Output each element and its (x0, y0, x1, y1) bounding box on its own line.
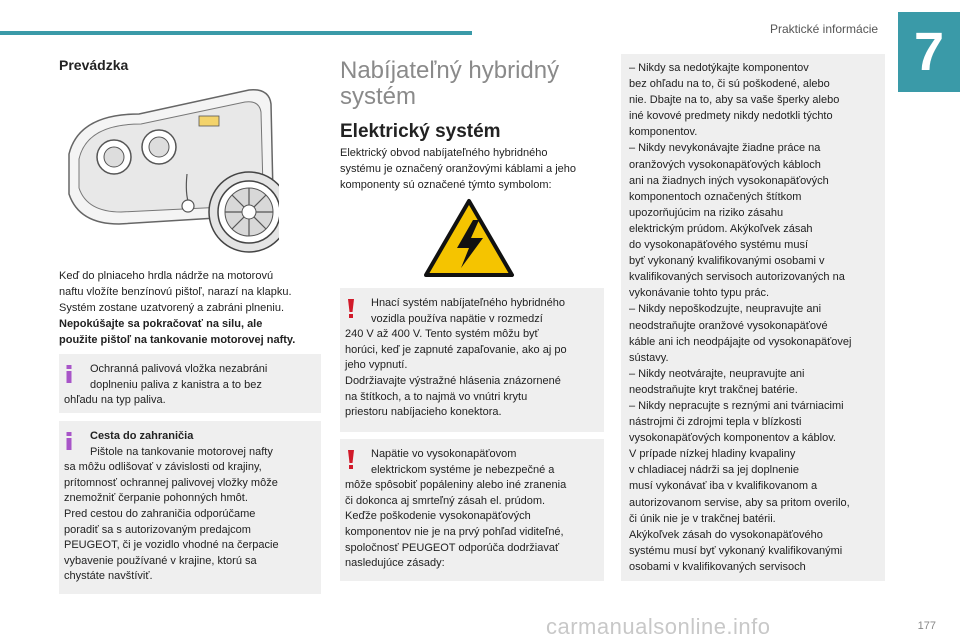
hybrid-heading: Nabíjateľný hybridný systém (340, 57, 560, 110)
electric-system-heading: Elektrický systém (340, 121, 501, 142)
info-note-fuel-insert: Ochranná palivová vložka nezabráni doplneniu paliva z kanistra a to bez ohľadu na typ paliva. (59, 354, 321, 413)
watermark: carmanualsonline.info (546, 614, 771, 639)
fuel-filler-flap-icon (59, 84, 279, 254)
header-accent-bar (0, 31, 472, 35)
info-note-travel-abroad: Cesta do zahraničia Pištole na tankovanie motorovej nafty sa môžu odlišovať v závislosti od krajiny, prítomnosť ochrannej palivovej vložky môže znemožniť čerpanie pohonných hmôt. Pred cestou do zahraničia odporúčame poradiť sa s autorizovaným predajcom PEUGEOT, či je vozidlo vhodné na čerpacie vybavenie používané v krajine, ktorú sa chystáte navštíviť. (59, 421, 321, 594)
warning-note-danger: Napätie vo vysokonapäťovom elektrickom systéme je nebezpečné a môže spôsobiť popáleniny alebo iné zranenia či dokonca aj smrteľný zásah el. prúdom. Keďže poškodenie vysokonapäťových komponentov nie je na prvý pohľad viditeľné, spoločnosť PEUGEOT odporúča dodržiavať nasledujúce zásady: (340, 439, 604, 581)
info-icon (66, 432, 72, 450)
warning-note-continued: – Nikdy sa nedotýkajte komponentov bez ohľadu na to, či sú poškodené, alebo nie. Dbajte na to, aby sa vaše šperky alebo iné kovové predmety nikdy nedotkli týchto komponentov. – Nikdy nevykonávajte žiadne práce na oranžových vysokonapäťových kábloch ani na žiadnych iných vysokonapäťových komponentoch označených štítkom upozorňujúcim na riziko zásahu elektrickým prúdom. Akýkoľvek zásah do vysokonapäťového systému musí byť vykonaný kvalifikovanými osobami v kvalifikovaných servisoch autorizovaných na vykonávanie tohto typu prác. – Nikdy nepoškodzujte, neupravujte ani neodstraňujte oranžové vysokonapäťové káble ani ich neodpájajte od vysokonapäťovej sústavy. – Nikdy neotvárajte, neupravujte ani neodstraňujte kryt trakčnej batérie. – Nikdy nepracujte s reznými ani tvárniacimi nástrojmi či zdrojmi tepla v blízkosti vysokonapäťových komponentov a káblov. V prípade nízkej hladiny kvapaliny v chladiacej nádrži sa jej doplnenie musí vykonávať iba v kvalifikovanom a autorizovanom servise, aby sa pritom overilo, či únik nie je v trakčnej batérii. Akýkoľvek zásah do vysokonapäťového systému musí byť vykonaný kvalifikovanými osobami v kvalifikovaných servisoch (621, 54, 885, 581)
warning-icon (347, 450, 355, 470)
chapter-number: 7 (898, 12, 960, 92)
section-title: Praktické informácie (770, 22, 879, 36)
page-number: 177 (917, 620, 936, 632)
electric-system-intro: Elektrický obvod nabíjateľného hybridného systému je označený oranžovými káblami a jeho komponenty sú označené týmto symbolom: (340, 147, 577, 191)
operation-title: Prevádzka (59, 57, 129, 73)
warning-note-voltage: Hnací systém nabíjateľného hybridného vozidla používa napätie v rozmedzí 240 V až 400 V. Tento systém môžu byť horúci, keď je zapnuté zapaľovanie, ako aj po jeho vypnutí. Dodržiavajte výstražné hlásenia znázornené na štítkoch, a to najmä vo vnútri krytu priestoru nabíjacieho konektora. (340, 288, 604, 432)
operation-body: Keď do plniaceho hrdla nádrže na motorovú naftu vložíte benzínovú pištoľ, narazí na klapku. Systém zostane uzatvorený a zabráni plneniu. Nepokúšajte sa pokračovať na silu, ale použite pištoľ na tankovanie motorovej nafty. (59, 270, 296, 346)
warning-icon (347, 299, 355, 319)
high-voltage-warning-icon (423, 198, 515, 278)
info-icon (66, 365, 72, 383)
